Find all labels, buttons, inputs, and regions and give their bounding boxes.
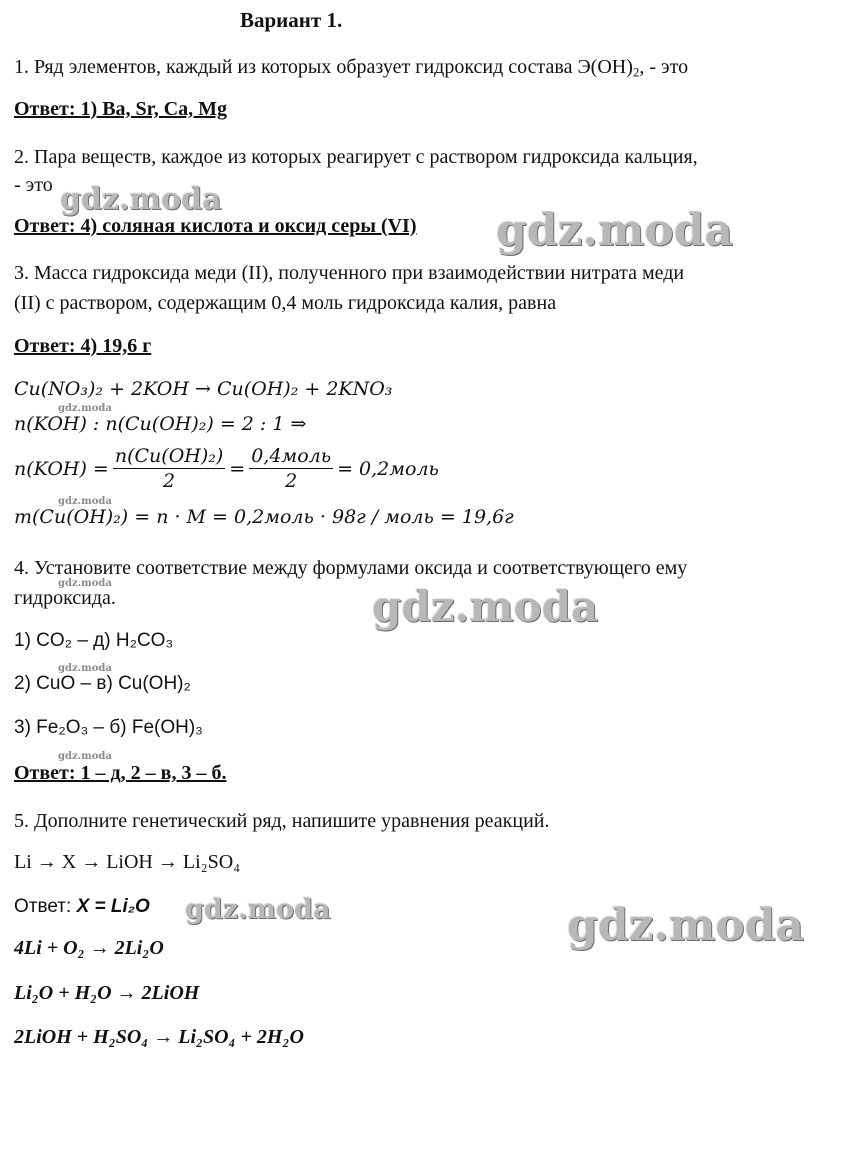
formula-mass: m(Cu(OH)₂) = n · M = 0,2моль · 98г / моль = 19,6г xyxy=(14,506,514,528)
formula-reaction: Cu(NO₃)₂ + 2KOH → Cu(OH)₂ + 2KNO₃ xyxy=(14,378,393,400)
fraction-1-numerator: n(Cu(OH)₂) xyxy=(114,445,224,467)
watermark-small: gdz.moda xyxy=(58,496,112,507)
watermark-small: gdz.moda xyxy=(58,403,112,414)
fraction-1-denominator: 2 xyxy=(163,469,176,492)
watermark-logo: gdz.moda xyxy=(60,182,222,217)
watermark-logo: gdz.moda xyxy=(567,900,805,951)
question-2-line-2: - это xyxy=(14,174,53,196)
equation-3: 2LiOH + H₂SO₄ → Li₂SO₄ + 2H₂O xyxy=(14,1026,304,1048)
question-4-line-1: 4. Установите соответствие между формулами оксида и соответствующего ему xyxy=(14,557,688,579)
match-item-1: 1) CO₂ – д) H₂CO₃ xyxy=(14,630,174,651)
question-4-line-2: гидроксида. xyxy=(14,587,116,609)
question-1 xyxy=(14,52,688,82)
watermark-small: gdz.moda xyxy=(58,751,112,762)
watermark-logo: gdz.moda xyxy=(185,894,331,925)
equation-2: Li₂O + H₂O → 2LiOH xyxy=(14,982,200,1004)
formula-moles-lhs: n(KOH) = xyxy=(14,458,109,481)
watermark-small: gdz.moda xyxy=(58,578,112,589)
formula-ratio: n(KOH) : n(Cu(OH)₂) = 2 : 1 ⇒ xyxy=(14,413,307,435)
match-item-2: 2) CuO – в) Cu(OH)₂ xyxy=(14,673,191,694)
formula-moles xyxy=(14,445,439,493)
formula-moles-equals: = xyxy=(229,458,246,481)
question-5: 5. Дополните генетический ряд, напишите уравнения реакций. xyxy=(14,810,550,832)
answer-1: Ответ: 1) Ba, Sr, Ca, Mg xyxy=(14,98,228,120)
question-1-tail: , - это xyxy=(639,56,689,78)
genetic-chain: Li → X → LiOH → Li₂SO₄ xyxy=(14,851,241,873)
answer-5-label: Ответ: xyxy=(14,896,77,917)
fraction-2-denominator: 2 xyxy=(285,469,298,492)
watermark-logo: gdz.moda xyxy=(496,205,734,256)
question-3-line-1: 3. Масса гидроксида меди (II), полученного при взаимодействии нитрата меди xyxy=(14,262,685,284)
watermark-logo: gdz.moda xyxy=(372,582,599,631)
answer-4: Ответ: 1 – д, 2 – в, 3 – б. xyxy=(14,762,227,784)
answer-5 xyxy=(14,896,150,918)
question-1-subscript: 2 xyxy=(632,64,640,80)
fraction-2-numerator: 0,4моль xyxy=(251,445,332,467)
question-2-line-1: 2. Пара веществ, каждое из которых реагирует с раствором гидроксида кальция, xyxy=(14,146,698,168)
page-title: Вариант 1. xyxy=(240,8,343,32)
question-3-line-2: (II) с раствором, содержащим 0,4 моль гидроксида калия, равна xyxy=(14,292,557,314)
answer-5-value: X = Li₂O xyxy=(76,896,150,917)
question-1-text: 1. Ряд элементов, каждый из которых образует гидроксид состава Э(ОН) xyxy=(14,56,633,78)
match-item-3: 3) Fe₂O₃ – б) Fe(OH)₃ xyxy=(14,717,203,738)
fraction-2 xyxy=(249,445,333,493)
watermark-small: gdz.moda xyxy=(58,663,112,674)
answer-2: Ответ: 4) соляная кислота и оксид серы (VI) xyxy=(14,215,417,237)
formula-moles-rhs: = 0,2моль xyxy=(337,458,439,481)
answer-3: Ответ: 4) 19,6 г xyxy=(14,335,152,357)
fraction-1 xyxy=(113,445,225,493)
equation-1: 4Li + O₂ → 2Li₂O xyxy=(14,937,164,959)
